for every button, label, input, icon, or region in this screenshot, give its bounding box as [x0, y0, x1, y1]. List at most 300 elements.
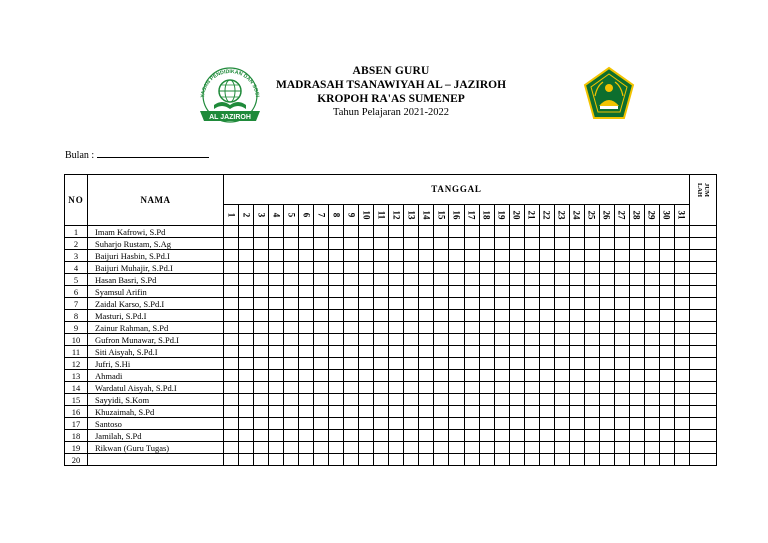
attendance-cell[interactable] — [599, 346, 614, 358]
attendance-cell[interactable] — [299, 406, 314, 418]
attendance-cell[interactable] — [539, 238, 554, 250]
attendance-cell[interactable] — [629, 442, 644, 454]
attendance-cell[interactable] — [614, 274, 629, 286]
attendance-cell[interactable] — [389, 454, 404, 466]
attendance-cell[interactable] — [299, 274, 314, 286]
attendance-cell[interactable] — [284, 454, 299, 466]
attendance-cell[interactable] — [584, 382, 599, 394]
attendance-cell[interactable] — [449, 274, 464, 286]
attendance-cell[interactable] — [584, 358, 599, 370]
attendance-cell[interactable] — [434, 322, 449, 334]
attendance-cell[interactable] — [479, 418, 494, 430]
attendance-cell[interactable] — [224, 454, 239, 466]
attendance-cell[interactable] — [584, 238, 599, 250]
attendance-cell[interactable] — [584, 262, 599, 274]
attendance-cell[interactable] — [419, 334, 434, 346]
attendance-cell[interactable] — [419, 346, 434, 358]
attendance-cell[interactable] — [584, 322, 599, 334]
attendance-cell[interactable] — [224, 298, 239, 310]
attendance-cell[interactable] — [374, 322, 389, 334]
attendance-cell[interactable] — [389, 370, 404, 382]
attendance-cell[interactable] — [659, 238, 674, 250]
attendance-cell[interactable] — [464, 442, 479, 454]
attendance-cell[interactable] — [374, 382, 389, 394]
attendance-cell[interactable] — [329, 334, 344, 346]
attendance-cell[interactable] — [329, 394, 344, 406]
attendance-cell[interactable] — [299, 286, 314, 298]
attendance-cell[interactable] — [599, 430, 614, 442]
attendance-cell[interactable] — [614, 454, 629, 466]
attendance-cell[interactable] — [374, 358, 389, 370]
attendance-cell[interactable] — [539, 430, 554, 442]
attendance-cell[interactable] — [644, 274, 659, 286]
attendance-cell[interactable] — [299, 442, 314, 454]
attendance-cell[interactable] — [389, 346, 404, 358]
attendance-cell[interactable] — [404, 430, 419, 442]
attendance-cell[interactable] — [569, 274, 584, 286]
attendance-cell[interactable] — [404, 442, 419, 454]
attendance-cell[interactable] — [254, 442, 269, 454]
attendance-cell[interactable] — [659, 250, 674, 262]
attendance-cell[interactable] — [434, 298, 449, 310]
attendance-cell[interactable] — [644, 454, 659, 466]
attendance-cell[interactable] — [674, 358, 689, 370]
attendance-cell[interactable] — [344, 310, 359, 322]
jumlah-cell[interactable] — [690, 394, 717, 406]
attendance-cell[interactable] — [329, 442, 344, 454]
attendance-cell[interactable] — [374, 442, 389, 454]
attendance-cell[interactable] — [224, 394, 239, 406]
attendance-cell[interactable] — [404, 274, 419, 286]
attendance-cell[interactable] — [659, 286, 674, 298]
attendance-cell[interactable] — [299, 322, 314, 334]
attendance-cell[interactable] — [629, 334, 644, 346]
attendance-cell[interactable] — [269, 250, 284, 262]
attendance-cell[interactable] — [449, 322, 464, 334]
attendance-cell[interactable] — [629, 262, 644, 274]
attendance-cell[interactable] — [644, 310, 659, 322]
attendance-cell[interactable] — [599, 394, 614, 406]
attendance-cell[interactable] — [404, 226, 419, 238]
attendance-cell[interactable] — [344, 382, 359, 394]
attendance-cell[interactable] — [479, 262, 494, 274]
attendance-cell[interactable] — [284, 394, 299, 406]
attendance-cell[interactable] — [434, 226, 449, 238]
attendance-cell[interactable] — [404, 238, 419, 250]
attendance-cell[interactable] — [329, 250, 344, 262]
attendance-cell[interactable] — [434, 238, 449, 250]
attendance-cell[interactable] — [299, 262, 314, 274]
attendance-cell[interactable] — [359, 430, 374, 442]
attendance-cell[interactable] — [329, 238, 344, 250]
attendance-cell[interactable] — [329, 370, 344, 382]
attendance-cell[interactable] — [449, 382, 464, 394]
attendance-cell[interactable] — [254, 274, 269, 286]
attendance-cell[interactable] — [674, 310, 689, 322]
attendance-cell[interactable] — [644, 406, 659, 418]
attendance-cell[interactable] — [674, 382, 689, 394]
attendance-cell[interactable] — [509, 322, 524, 334]
attendance-cell[interactable] — [554, 358, 569, 370]
attendance-cell[interactable] — [479, 394, 494, 406]
attendance-cell[interactable] — [449, 226, 464, 238]
attendance-cell[interactable] — [299, 358, 314, 370]
attendance-cell[interactable] — [359, 418, 374, 430]
attendance-cell[interactable] — [494, 406, 509, 418]
attendance-cell[interactable] — [464, 394, 479, 406]
jumlah-cell[interactable] — [690, 238, 717, 250]
attendance-cell[interactable] — [374, 406, 389, 418]
attendance-cell[interactable] — [524, 358, 539, 370]
jumlah-cell[interactable] — [690, 226, 717, 238]
attendance-cell[interactable] — [314, 310, 329, 322]
attendance-cell[interactable] — [224, 346, 239, 358]
attendance-cell[interactable] — [359, 382, 374, 394]
attendance-cell[interactable] — [374, 334, 389, 346]
attendance-cell[interactable] — [659, 454, 674, 466]
attendance-cell[interactable] — [419, 310, 434, 322]
attendance-cell[interactable] — [374, 250, 389, 262]
attendance-cell[interactable] — [314, 406, 329, 418]
attendance-cell[interactable] — [434, 454, 449, 466]
attendance-cell[interactable] — [434, 358, 449, 370]
attendance-cell[interactable] — [359, 286, 374, 298]
attendance-cell[interactable] — [269, 418, 284, 430]
attendance-cell[interactable] — [494, 430, 509, 442]
attendance-cell[interactable] — [479, 250, 494, 262]
attendance-cell[interactable] — [569, 250, 584, 262]
attendance-cell[interactable] — [554, 262, 569, 274]
attendance-cell[interactable] — [404, 250, 419, 262]
attendance-cell[interactable] — [539, 358, 554, 370]
attendance-cell[interactable] — [494, 226, 509, 238]
attendance-cell[interactable] — [239, 334, 254, 346]
attendance-cell[interactable] — [494, 394, 509, 406]
attendance-cell[interactable] — [404, 406, 419, 418]
attendance-cell[interactable] — [539, 346, 554, 358]
attendance-cell[interactable] — [659, 442, 674, 454]
attendance-cell[interactable] — [449, 454, 464, 466]
attendance-cell[interactable] — [389, 286, 404, 298]
attendance-cell[interactable] — [374, 418, 389, 430]
attendance-cell[interactable] — [554, 238, 569, 250]
attendance-cell[interactable] — [314, 394, 329, 406]
attendance-cell[interactable] — [599, 442, 614, 454]
attendance-cell[interactable] — [449, 310, 464, 322]
attendance-cell[interactable] — [404, 394, 419, 406]
attendance-cell[interactable] — [629, 238, 644, 250]
attendance-cell[interactable] — [539, 226, 554, 238]
attendance-cell[interactable] — [239, 358, 254, 370]
attendance-cell[interactable] — [614, 310, 629, 322]
attendance-cell[interactable] — [299, 310, 314, 322]
attendance-cell[interactable] — [584, 286, 599, 298]
attendance-cell[interactable] — [614, 226, 629, 238]
attendance-cell[interactable] — [644, 394, 659, 406]
attendance-cell[interactable] — [359, 454, 374, 466]
attendance-cell[interactable] — [299, 382, 314, 394]
attendance-cell[interactable] — [524, 430, 539, 442]
attendance-cell[interactable] — [509, 346, 524, 358]
attendance-cell[interactable] — [569, 322, 584, 334]
attendance-cell[interactable] — [359, 250, 374, 262]
attendance-cell[interactable] — [329, 406, 344, 418]
attendance-cell[interactable] — [359, 226, 374, 238]
attendance-cell[interactable] — [479, 226, 494, 238]
jumlah-cell[interactable] — [690, 418, 717, 430]
attendance-cell[interactable] — [629, 286, 644, 298]
attendance-cell[interactable] — [239, 418, 254, 430]
attendance-cell[interactable] — [359, 310, 374, 322]
attendance-cell[interactable] — [479, 382, 494, 394]
attendance-cell[interactable] — [674, 454, 689, 466]
attendance-cell[interactable] — [254, 250, 269, 262]
attendance-cell[interactable] — [434, 310, 449, 322]
attendance-cell[interactable] — [329, 298, 344, 310]
attendance-cell[interactable] — [524, 418, 539, 430]
attendance-cell[interactable] — [239, 454, 254, 466]
jumlah-cell[interactable] — [690, 346, 717, 358]
attendance-cell[interactable] — [494, 358, 509, 370]
attendance-cell[interactable] — [284, 418, 299, 430]
jumlah-cell[interactable] — [690, 334, 717, 346]
attendance-cell[interactable] — [479, 286, 494, 298]
attendance-cell[interactable] — [314, 454, 329, 466]
attendance-cell[interactable] — [569, 226, 584, 238]
attendance-cell[interactable] — [404, 298, 419, 310]
attendance-cell[interactable] — [539, 250, 554, 262]
attendance-cell[interactable] — [419, 430, 434, 442]
attendance-cell[interactable] — [239, 250, 254, 262]
attendance-cell[interactable] — [554, 394, 569, 406]
attendance-cell[interactable] — [674, 322, 689, 334]
attendance-cell[interactable] — [299, 226, 314, 238]
jumlah-cell[interactable] — [690, 454, 717, 466]
attendance-cell[interactable] — [254, 430, 269, 442]
attendance-cell[interactable] — [224, 310, 239, 322]
attendance-cell[interactable] — [329, 310, 344, 322]
attendance-cell[interactable] — [404, 310, 419, 322]
attendance-cell[interactable] — [464, 274, 479, 286]
attendance-cell[interactable] — [629, 274, 644, 286]
attendance-cell[interactable] — [524, 454, 539, 466]
attendance-cell[interactable] — [509, 430, 524, 442]
attendance-cell[interactable] — [404, 418, 419, 430]
attendance-cell[interactable] — [509, 298, 524, 310]
attendance-cell[interactable] — [599, 370, 614, 382]
attendance-cell[interactable] — [299, 298, 314, 310]
attendance-cell[interactable] — [344, 358, 359, 370]
attendance-cell[interactable] — [254, 298, 269, 310]
attendance-cell[interactable] — [449, 394, 464, 406]
attendance-cell[interactable] — [509, 262, 524, 274]
attendance-cell[interactable] — [599, 334, 614, 346]
attendance-cell[interactable] — [494, 418, 509, 430]
attendance-cell[interactable] — [434, 274, 449, 286]
attendance-cell[interactable] — [284, 322, 299, 334]
attendance-cell[interactable] — [524, 262, 539, 274]
attendance-cell[interactable] — [314, 346, 329, 358]
attendance-cell[interactable] — [554, 250, 569, 262]
attendance-cell[interactable] — [524, 322, 539, 334]
attendance-cell[interactable] — [284, 370, 299, 382]
attendance-cell[interactable] — [524, 334, 539, 346]
attendance-cell[interactable] — [614, 430, 629, 442]
attendance-cell[interactable] — [449, 346, 464, 358]
attendance-cell[interactable] — [539, 382, 554, 394]
attendance-cell[interactable] — [239, 226, 254, 238]
attendance-cell[interactable] — [479, 454, 494, 466]
attendance-cell[interactable] — [254, 286, 269, 298]
attendance-cell[interactable] — [614, 334, 629, 346]
attendance-cell[interactable] — [659, 346, 674, 358]
attendance-cell[interactable] — [659, 274, 674, 286]
attendance-cell[interactable] — [539, 286, 554, 298]
attendance-cell[interactable] — [614, 322, 629, 334]
attendance-cell[interactable] — [374, 310, 389, 322]
attendance-cell[interactable] — [629, 250, 644, 262]
attendance-cell[interactable] — [599, 310, 614, 322]
attendance-cell[interactable] — [224, 442, 239, 454]
attendance-cell[interactable] — [224, 382, 239, 394]
attendance-cell[interactable] — [584, 310, 599, 322]
jumlah-cell[interactable] — [690, 322, 717, 334]
attendance-cell[interactable] — [524, 442, 539, 454]
attendance-cell[interactable] — [269, 382, 284, 394]
attendance-cell[interactable] — [524, 394, 539, 406]
attendance-cell[interactable] — [239, 262, 254, 274]
attendance-cell[interactable] — [344, 274, 359, 286]
attendance-cell[interactable] — [584, 226, 599, 238]
attendance-cell[interactable] — [374, 454, 389, 466]
attendance-cell[interactable] — [674, 370, 689, 382]
attendance-cell[interactable] — [644, 430, 659, 442]
attendance-cell[interactable] — [569, 346, 584, 358]
attendance-cell[interactable] — [644, 334, 659, 346]
attendance-cell[interactable] — [539, 334, 554, 346]
attendance-cell[interactable] — [419, 274, 434, 286]
attendance-cell[interactable] — [269, 286, 284, 298]
attendance-cell[interactable] — [269, 298, 284, 310]
attendance-cell[interactable] — [329, 274, 344, 286]
attendance-cell[interactable] — [614, 406, 629, 418]
attendance-cell[interactable] — [254, 238, 269, 250]
attendance-cell[interactable] — [269, 406, 284, 418]
attendance-cell[interactable] — [254, 382, 269, 394]
attendance-cell[interactable] — [224, 250, 239, 262]
attendance-cell[interactable] — [554, 382, 569, 394]
attendance-cell[interactable] — [584, 406, 599, 418]
attendance-cell[interactable] — [599, 238, 614, 250]
attendance-cell[interactable] — [389, 310, 404, 322]
attendance-cell[interactable] — [404, 286, 419, 298]
attendance-cell[interactable] — [329, 322, 344, 334]
attendance-cell[interactable] — [239, 274, 254, 286]
attendance-cell[interactable] — [554, 430, 569, 442]
attendance-cell[interactable] — [404, 454, 419, 466]
attendance-cell[interactable] — [599, 274, 614, 286]
attendance-cell[interactable] — [494, 442, 509, 454]
jumlah-cell[interactable] — [690, 274, 717, 286]
attendance-cell[interactable] — [314, 334, 329, 346]
attendance-cell[interactable] — [254, 394, 269, 406]
attendance-cell[interactable] — [344, 334, 359, 346]
attendance-cell[interactable] — [359, 370, 374, 382]
jumlah-cell[interactable] — [690, 310, 717, 322]
attendance-cell[interactable] — [404, 358, 419, 370]
attendance-cell[interactable] — [434, 442, 449, 454]
attendance-cell[interactable] — [389, 322, 404, 334]
attendance-cell[interactable] — [644, 346, 659, 358]
attendance-cell[interactable] — [509, 406, 524, 418]
attendance-cell[interactable] — [344, 250, 359, 262]
attendance-cell[interactable] — [389, 298, 404, 310]
attendance-cell[interactable] — [269, 310, 284, 322]
attendance-cell[interactable] — [479, 310, 494, 322]
attendance-cell[interactable] — [374, 346, 389, 358]
attendance-cell[interactable] — [614, 382, 629, 394]
attendance-cell[interactable] — [554, 418, 569, 430]
attendance-cell[interactable] — [509, 310, 524, 322]
attendance-cell[interactable] — [569, 418, 584, 430]
attendance-cell[interactable] — [554, 226, 569, 238]
attendance-cell[interactable] — [239, 286, 254, 298]
attendance-cell[interactable] — [524, 238, 539, 250]
attendance-cell[interactable] — [389, 274, 404, 286]
attendance-cell[interactable] — [419, 382, 434, 394]
attendance-cell[interactable] — [239, 394, 254, 406]
attendance-cell[interactable] — [389, 442, 404, 454]
attendance-cell[interactable] — [464, 238, 479, 250]
attendance-cell[interactable] — [494, 274, 509, 286]
attendance-cell[interactable] — [554, 298, 569, 310]
attendance-cell[interactable] — [344, 286, 359, 298]
attendance-cell[interactable] — [659, 310, 674, 322]
jumlah-cell[interactable] — [690, 298, 717, 310]
attendance-cell[interactable] — [404, 382, 419, 394]
attendance-cell[interactable] — [374, 430, 389, 442]
attendance-cell[interactable] — [614, 370, 629, 382]
attendance-cell[interactable] — [239, 430, 254, 442]
attendance-cell[interactable] — [284, 406, 299, 418]
attendance-cell[interactable] — [509, 250, 524, 262]
attendance-cell[interactable] — [614, 418, 629, 430]
attendance-cell[interactable] — [314, 238, 329, 250]
attendance-cell[interactable] — [299, 418, 314, 430]
attendance-cell[interactable] — [644, 442, 659, 454]
attendance-cell[interactable] — [344, 442, 359, 454]
attendance-cell[interactable] — [314, 262, 329, 274]
attendance-cell[interactable] — [599, 382, 614, 394]
attendance-cell[interactable] — [494, 322, 509, 334]
attendance-cell[interactable] — [239, 346, 254, 358]
attendance-cell[interactable] — [614, 442, 629, 454]
attendance-cell[interactable] — [224, 226, 239, 238]
attendance-cell[interactable] — [629, 454, 644, 466]
attendance-cell[interactable] — [464, 358, 479, 370]
attendance-cell[interactable] — [299, 394, 314, 406]
attendance-cell[interactable] — [389, 262, 404, 274]
attendance-cell[interactable] — [569, 394, 584, 406]
attendance-cell[interactable] — [374, 394, 389, 406]
attendance-cell[interactable] — [659, 430, 674, 442]
attendance-cell[interactable] — [629, 298, 644, 310]
attendance-cell[interactable] — [674, 430, 689, 442]
attendance-cell[interactable] — [284, 250, 299, 262]
attendance-cell[interactable] — [449, 358, 464, 370]
attendance-cell[interactable] — [239, 370, 254, 382]
attendance-cell[interactable] — [659, 298, 674, 310]
